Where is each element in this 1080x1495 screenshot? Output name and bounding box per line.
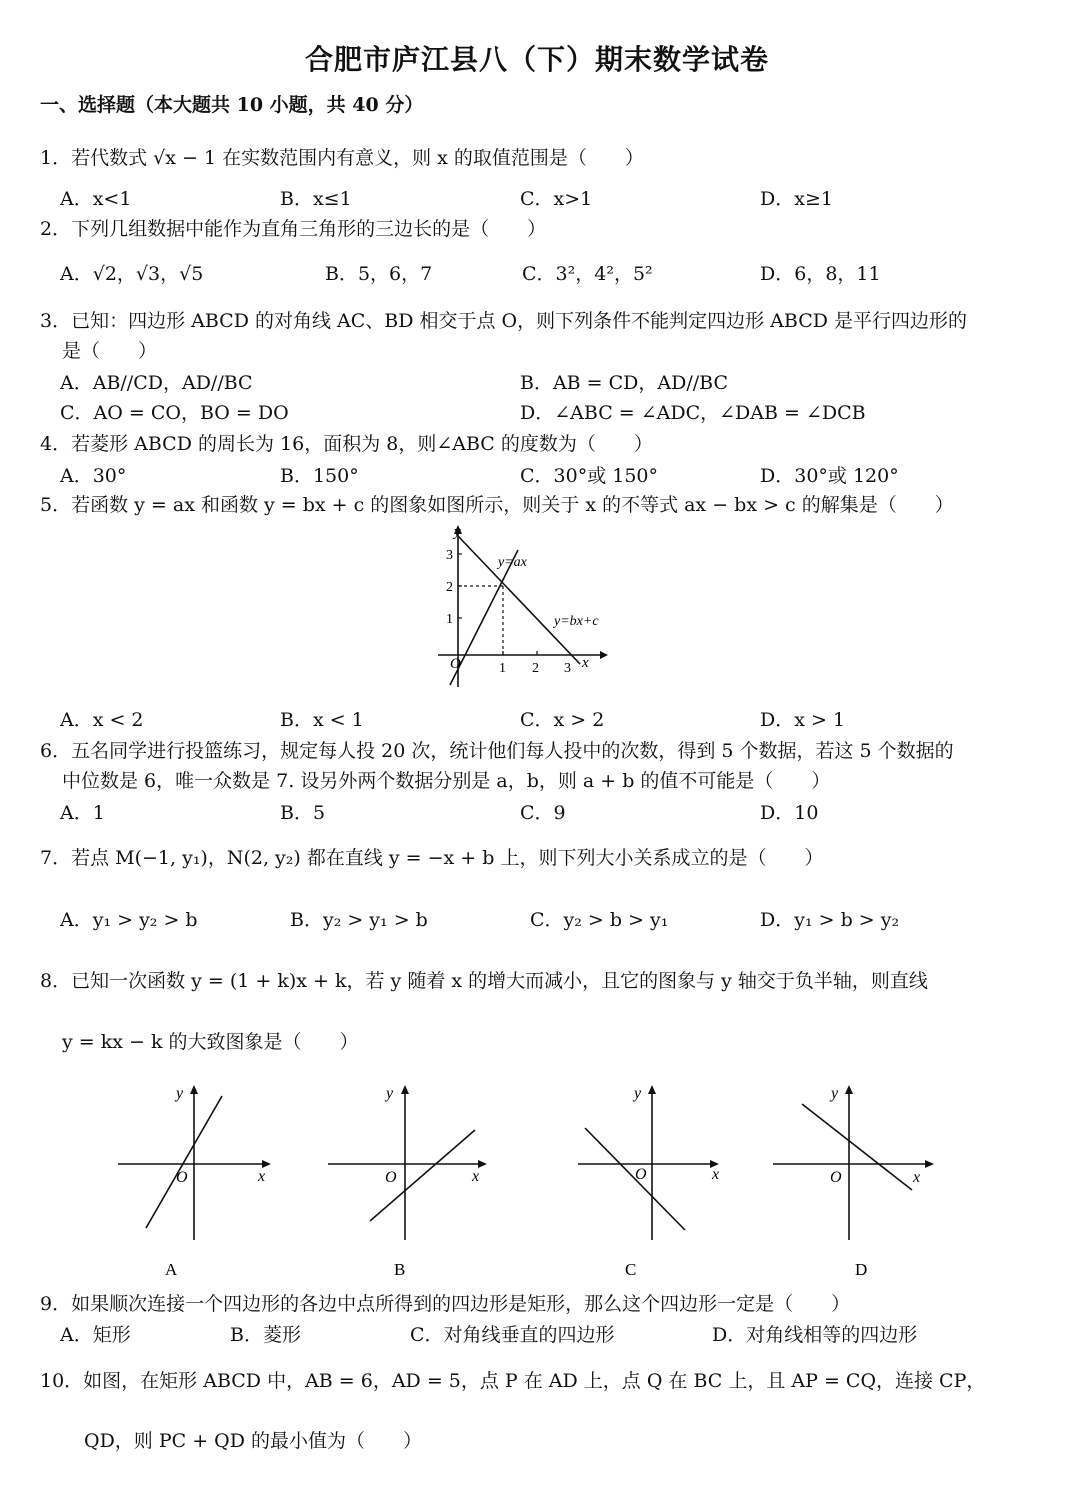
q4-option-c: C．30°或 150° — [520, 465, 659, 487]
q4-option-a: A．30° — [60, 465, 127, 487]
q5-y-label: y — [454, 524, 461, 540]
q2-option-b: B．5，6，7 — [325, 263, 433, 285]
question-10-stem-line2: QD，则 PC + QD 的最小值为（ ） — [84, 1430, 423, 1452]
q8d-origin-label: O — [830, 1169, 842, 1186]
q4-option-b: B．150° — [280, 465, 359, 487]
q7-option-d: D．y₁ > b > y₂ — [760, 909, 900, 931]
q6-option-c: C．9 — [520, 802, 566, 824]
q5-x-arrow — [600, 651, 608, 659]
q8c-caption: C — [625, 1260, 637, 1278]
q9-option-b: B．菱形 — [230, 1324, 301, 1346]
q8a-y-arrow — [190, 1085, 198, 1094]
q1-option-a: A．x<1 — [60, 188, 132, 210]
q9-option-a: A．矩形 — [60, 1324, 131, 1346]
q2-option-d: D．6，8，11 — [760, 263, 881, 285]
q8b-x-arrow — [478, 1160, 487, 1168]
q8d-line — [802, 1104, 912, 1190]
q7-option-c: C．y₂ > b > y₁ — [530, 909, 669, 931]
question-3-stem-line1: 3．已知：四边形 ABCD 的对角线 AC、BD 相交于点 O，则下列条件不能判定四边形 ABCD 是平行四边形的 — [40, 310, 968, 332]
question-10-stem-line1: 10．如图，在矩形 ABCD 中，AB = 6，AD = 5，点 P 在 AD 上，点 Q 在 BC 上，且 AP = CQ，连接 CP， — [40, 1370, 986, 1392]
q5-x-tick-label-1: 1 — [499, 661, 506, 676]
q3-option-a: A．AB//CD，AD//BC — [60, 372, 253, 394]
q8-graph-a — [110, 1078, 280, 1278]
q7-option-a: A．y₁ > y₂ > b — [60, 909, 198, 931]
q6-option-b: B．5 — [280, 802, 326, 824]
q8b-y-arrow — [401, 1085, 409, 1094]
q5-y-tick-label-2: 2 — [446, 580, 453, 595]
q8d-caption: D — [855, 1260, 868, 1278]
q8-graph-b — [320, 1078, 500, 1278]
q5-graph — [430, 522, 620, 690]
q8a-line — [146, 1096, 222, 1228]
question-1-stem: 1．若代数式 √x − 1 在实数范围内有意义，则 x 的取值范围是（ ） — [40, 147, 644, 169]
q8a-y-label: y — [176, 1085, 184, 1102]
q5-option-c: C．x > 2 — [520, 709, 605, 731]
q1-option-c: C．x>1 — [520, 188, 593, 210]
q8a-x-arrow — [262, 1160, 271, 1168]
q5-origin-label: O — [450, 656, 461, 672]
q8d-x-label: x — [913, 1169, 921, 1186]
q8c-y-arrow — [648, 1085, 656, 1094]
q5-x-tick-label-2: 2 — [532, 661, 539, 676]
page-title: 合肥市庐江县八（下）期末数学试卷 — [305, 43, 770, 76]
q8d-y-label: y — [831, 1085, 839, 1102]
question-8-stem-line1: 8．已知一次函数 y = (1 + k)x + k，若 y 随着 x 的增大而减小，且它的图象与 y 轴交于负半轴，则直线 — [40, 970, 928, 992]
q5-option-b: B．x < 1 — [280, 709, 364, 731]
q5-x-tick-label-3: 3 — [564, 661, 571, 676]
question-8-stem-line2: y = kx − k 的大致图象是（ ） — [62, 1031, 359, 1053]
q8c-x-label: x — [712, 1166, 720, 1183]
question-3-stem-line2: 是（ ） — [62, 340, 158, 362]
section-heading: 一、选择题（本大题共 10 小题，共 40 分） — [40, 94, 424, 116]
q8a-caption: A — [165, 1260, 178, 1278]
q9-option-d: D．对角线相等的四边形 — [712, 1324, 918, 1346]
q5-option-a: A．x < 2 — [60, 709, 144, 731]
q8b-origin-label: O — [385, 1169, 397, 1186]
q8a-x-label: x — [258, 1168, 266, 1185]
q8b-x-label: x — [472, 1168, 480, 1185]
q3-option-b: B．AB = CD，AD//BC — [520, 372, 729, 394]
question-6-stem-line2: 中位数是 6，唯一众数是 7. 设另外两个数据分别是 a，b，则 a + b 的值不可能是（ ） — [62, 770, 831, 792]
question-2-stem: 2．下列几组数据中能作为直角三角形的三边长的是（ ） — [40, 218, 547, 240]
q1-option-b: B．x≤1 — [280, 188, 352, 210]
q5-option-d: D．x > 1 — [760, 709, 846, 731]
q5-y-tick-label-3: 3 — [446, 548, 453, 563]
question-9-stem: 9．如果顺次连接一个四边形的各边中点所得到的四边形是矩形，那么这个四边形一定是（ ） — [40, 1293, 851, 1315]
q5-line1-label: y=ax — [498, 555, 527, 570]
q5-y-tick-label-1: 1 — [446, 612, 453, 627]
q2-option-a: A．√2，√3，√5 — [60, 263, 204, 285]
q9-option-c: C．对角线垂直的四边形 — [410, 1324, 615, 1346]
q8-graph-d — [765, 1078, 940, 1278]
q5-x-label: x — [582, 655, 589, 671]
q8b-y-label: y — [386, 1085, 394, 1102]
question-5-stem: 5．若函数 y = ax 和函数 y = bx + c 的图象如图所示，则关于 x 的不等式 ax − bx > c 的解集是（ ） — [40, 494, 954, 516]
q5-line2-label: y=bx+c — [554, 614, 599, 629]
q1-option-d: D．x≥1 — [760, 188, 833, 210]
q8d-x-arrow — [925, 1160, 934, 1168]
q8b-caption: B — [394, 1260, 406, 1278]
question-7-stem: 7．若点 M(−1, y₁)，N(2, y₂) 都在直线 y = −x + b 上，则下列大小关系成立的是（ ） — [40, 847, 824, 869]
q8d-y-arrow — [845, 1085, 853, 1094]
q3-option-d: D．∠ABC = ∠ADC，∠DAB = ∠DCB — [520, 402, 866, 424]
q6-option-d: D．10 — [760, 802, 819, 824]
q8c-y-label: y — [634, 1085, 642, 1102]
q2-option-c: C．3²，4²，5² — [522, 263, 653, 285]
q3-option-c: C．AO = CO，BO = DO — [60, 402, 289, 424]
question-6-stem-line1: 6．五名同学进行投篮练习，规定每人投 20 次，统计他们每人投中的次数，得到 5 个数据，若这 5 个数据的 — [40, 740, 954, 762]
question-4-stem: 4．若菱形 ABCD 的周长为 16，面积为 8，则∠ABC 的度数为（ ） — [40, 433, 653, 455]
q8-graph-c — [570, 1078, 740, 1278]
q8c-origin-label: O — [635, 1166, 647, 1183]
q8a-origin-label: O — [176, 1169, 188, 1186]
q6-option-a: A．1 — [60, 802, 105, 824]
q4-option-d: D．30°或 120° — [760, 465, 899, 487]
q7-option-b: B．y₂ > y₁ > b — [290, 909, 428, 931]
